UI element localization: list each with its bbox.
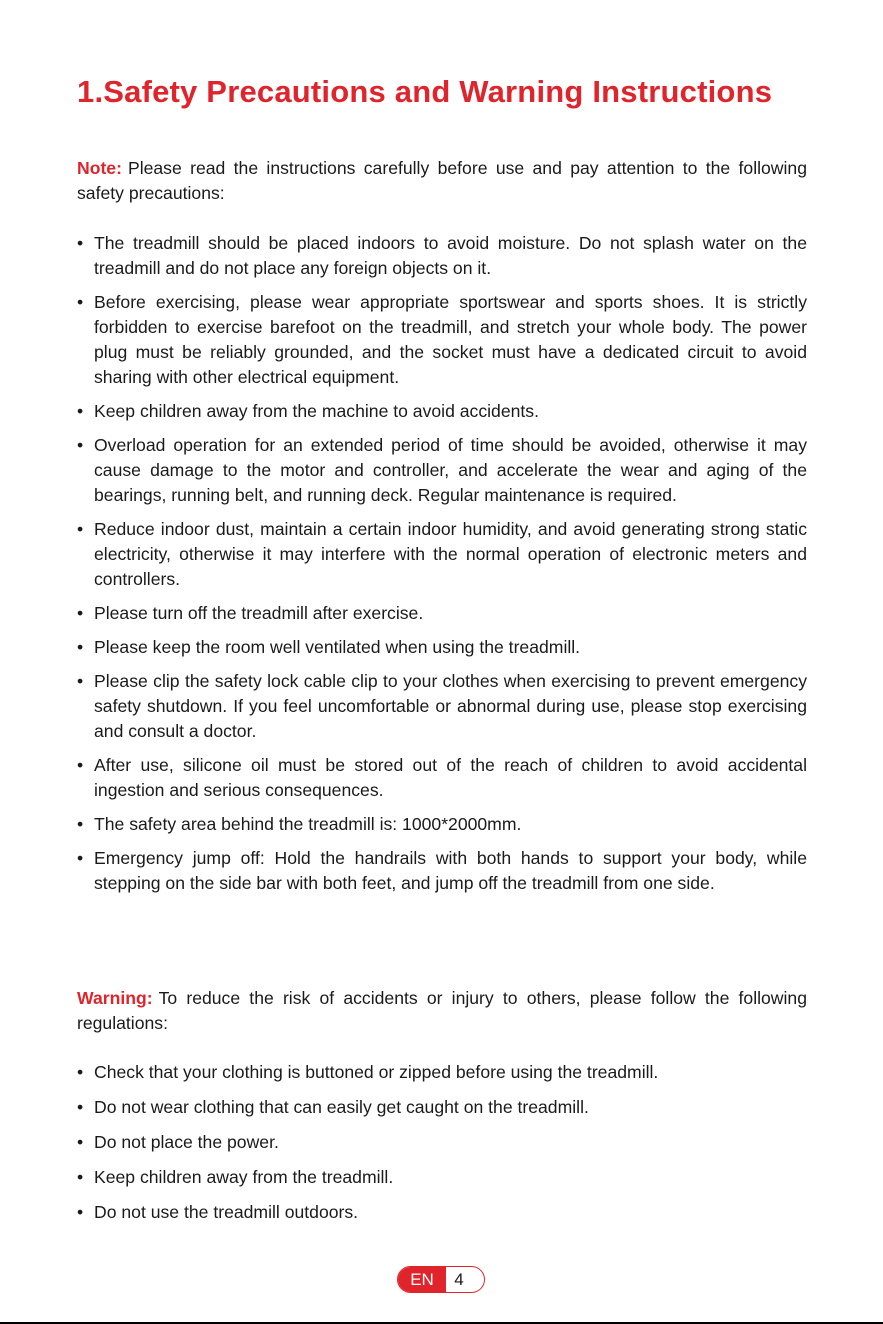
list-item: [77, 290, 807, 390]
list-item: [77, 517, 807, 592]
list-item: [77, 635, 807, 660]
list-item-text: Before exercising, please wear appropriate sportswear and sports shoes. It is strictly forbidden to exercise barefoot on the treadmill, and stretch your whole body. The power plug must be reliably grounded, and the socket must have a dedicated circuit to avoid sharing with other electrical equipment.: [94, 292, 807, 387]
list-item: [77, 753, 807, 803]
warning-text: To reduce the risk of accidents or injury to others, please follow the following regulations:: [77, 988, 807, 1033]
bullet-icon: •: [77, 1202, 84, 1222]
list-item: [77, 231, 807, 281]
page-number: 4: [454, 1269, 464, 1289]
bullet-icon: •: [77, 292, 84, 312]
list-item-text: Keep children away from the treadmill.: [94, 1167, 394, 1187]
list-item-text: Do not wear clothing that can easily get caught on the treadmill.: [94, 1097, 589, 1117]
list-item-text: Emergency jump off: Hold the handrails with both hands to support your body, while stepping on the side bar with both feet, and jump off the treadmill from one side.: [94, 848, 807, 893]
list-item-text: Reduce indoor dust, maintain a certain indoor humidity, and avoid generating strong static electricity, otherwise it may interfere with the normal operation of electronic meters and controllers.: [94, 519, 807, 589]
list-item: [77, 433, 807, 508]
list-item-text: Check that your clothing is buttoned or zipped before using the treadmill.: [94, 1062, 659, 1082]
bullet-icon: •: [77, 1097, 84, 1117]
bullet-icon: •: [77, 519, 84, 539]
list-item: [77, 812, 807, 837]
bullet-icon: •: [77, 1167, 84, 1187]
bullet-icon: •: [77, 755, 84, 775]
list-item-text: Do not use the treadmill outdoors.: [94, 1202, 359, 1222]
list-item: [77, 1130, 807, 1155]
list-item-text: Keep children away from the machine to avoid accidents.: [94, 401, 539, 421]
bullet-icon: •: [77, 401, 84, 421]
note-label: Note:: [77, 158, 122, 178]
bullet-icon: •: [77, 671, 84, 691]
list-item: [77, 601, 807, 626]
list-item: [77, 846, 807, 896]
list-item-text: Please clip the safety lock cable clip to your clothes when exercising to prevent emergency safety shutdown. If you feel uncomfortable or abnormal during use, please stop exercising and consult a doctor.: [94, 671, 807, 741]
list-item-text: Do not place the power.: [94, 1132, 279, 1152]
list-item-text: Please keep the room well ventilated when using the treadmill.: [94, 637, 581, 657]
note-text: Please read the instructions carefully before use and pay attention to the following safety precautions:: [77, 158, 807, 203]
safety-precautions-list: [77, 231, 807, 905]
bullet-icon: •: [77, 603, 84, 623]
page-title: 1.Safety Precautions and Warning Instructions: [77, 74, 773, 109]
list-item: [77, 1060, 807, 1085]
list-item-text: The treadmill should be placed indoors to avoid moisture. Do not splash water on the treadmill and do not place any foreign objects on it.: [94, 233, 807, 278]
warning-list: [77, 1060, 807, 1235]
bullet-icon: •: [77, 814, 84, 834]
bullet-icon: •: [77, 435, 84, 455]
bullet-icon: •: [77, 1062, 84, 1082]
list-item-text: Please turn off the treadmill after exercise.: [94, 603, 424, 623]
list-item: [77, 1165, 807, 1190]
note-paragraph: [77, 156, 807, 206]
list-item-text: Overload operation for an extended period of time should be avoided, otherwise it may cause damage to the motor and controller, and accelerate the wear and aging of the bearings, running belt, and running deck. Regular maintenance is required.: [94, 435, 807, 505]
bullet-icon: •: [77, 1132, 84, 1152]
bullet-icon: •: [77, 233, 84, 253]
page-number-badge: [397, 1266, 485, 1293]
list-item-text: The safety area behind the treadmill is: 1000*2000mm.: [94, 814, 522, 834]
list-item: [77, 1200, 807, 1225]
list-item: [77, 669, 807, 744]
list-item-text: After use, silicone oil must be stored out of the reach of children to avoid accidental ingestion and serious consequences.: [94, 755, 807, 800]
warning-label: Warning:: [77, 988, 153, 1008]
list-item: [77, 1095, 807, 1120]
bullet-icon: •: [77, 848, 84, 868]
language-tag: EN: [398, 1267, 446, 1292]
bullet-icon: •: [77, 637, 84, 657]
list-item: [77, 399, 807, 424]
warning-paragraph: [77, 986, 807, 1036]
